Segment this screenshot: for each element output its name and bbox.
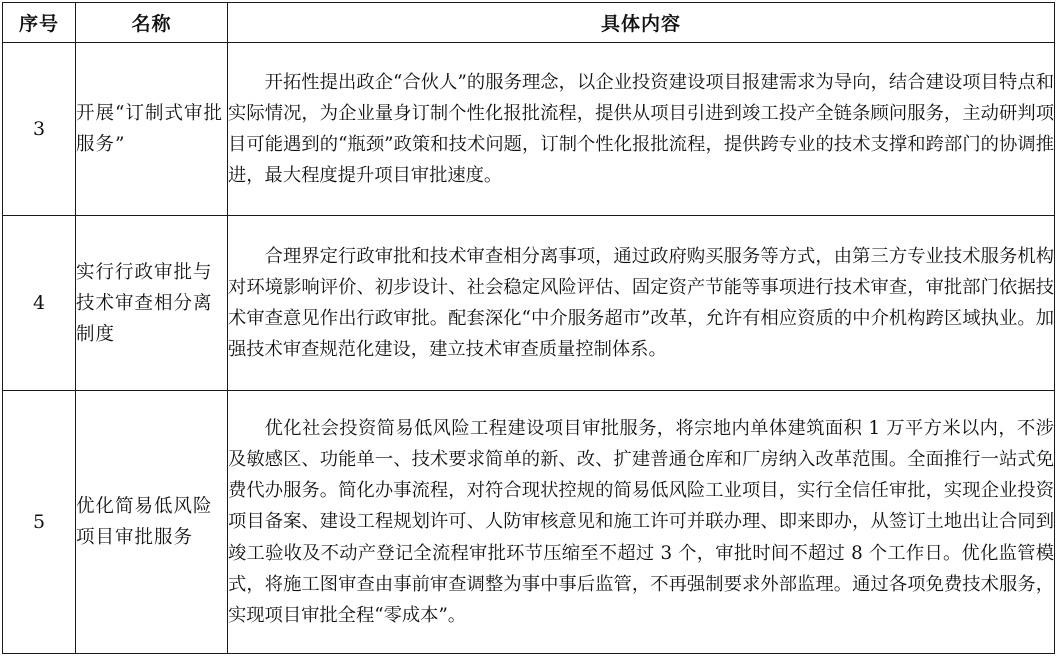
header-row <box>3 3 1055 43</box>
row-name: 优化简易低风险项目审批服务 <box>76 391 228 654</box>
policy-table <box>2 2 1055 654</box>
header-content: 具体内容 <box>228 3 1055 43</box>
row-index: 5 <box>3 391 76 654</box>
table-row <box>3 43 1055 216</box>
row-content: 优化社会投资简易低风险工程建设项目审批服务，将宗地内单体建筑面积 1 万平方米以内，不涉及敏感区、功能单一、技术要求简单的新、改、扩建普通仓库和厂房纳入改革范围。全面推行一站式免费代办服务。简化办事流程，对符合现状控规的简易低风险工业项目，实行全信任审批，实现企业投资项目备案、建设工程规划许可、人防审核意见和施工许可并联办理、即来即办，从签订土地出让合同到竣工验收及不动产登记全流程审批环节压缩至不超过 3 个，审批时间不超过 8 个工作日。优化监管模式，将施工图审查由事前审查调整为事中事后监管，不再强制要求外部监理。通过各项免费技术服务，实现项目审批全程“零成本”。 <box>228 391 1055 654</box>
table-header <box>3 3 1055 43</box>
row-index: 4 <box>3 216 76 391</box>
row-name: 实行行政审批与技术审查相分离制度 <box>76 216 228 391</box>
table-body <box>3 43 1055 654</box>
row-content: 合理界定行政审批和技术审查相分离事项，通过政府购买服务等方式，由第三方专业技术服务机构对环境影响评价、初步设计、社会稳定风险评估、固定资产节能等事项进行技术审查，审批部门依据技术审查意见作出行政审批。配套深化“中介服务超市”改革，允许有相应资质的中介机构跨区域执业。加强技术审查规范化建设，建立技术审查质量控制体系。 <box>228 216 1055 391</box>
table-row <box>3 216 1055 391</box>
row-index: 3 <box>3 43 76 216</box>
row-content: 开拓性提出政企“合伙人”的服务理念，以企业投资建设项目报建需求为导向，结合建设项目特点和实际情况，为企业量身订制个性化报批流程，提供从项目引进到竣工投产全链条顾问服务，主动研判项目可能遇到的“瓶颈”政策和技术问题，订制个性化报批流程，提供跨专业的技术支撑和跨部门的协调推进，最大程度提升项目审批速度。 <box>228 43 1055 216</box>
table-row <box>3 391 1055 654</box>
header-index: 序号 <box>3 3 76 43</box>
header-name: 名称 <box>76 3 228 43</box>
row-name: 开展“订制式审批服务” <box>76 43 228 216</box>
